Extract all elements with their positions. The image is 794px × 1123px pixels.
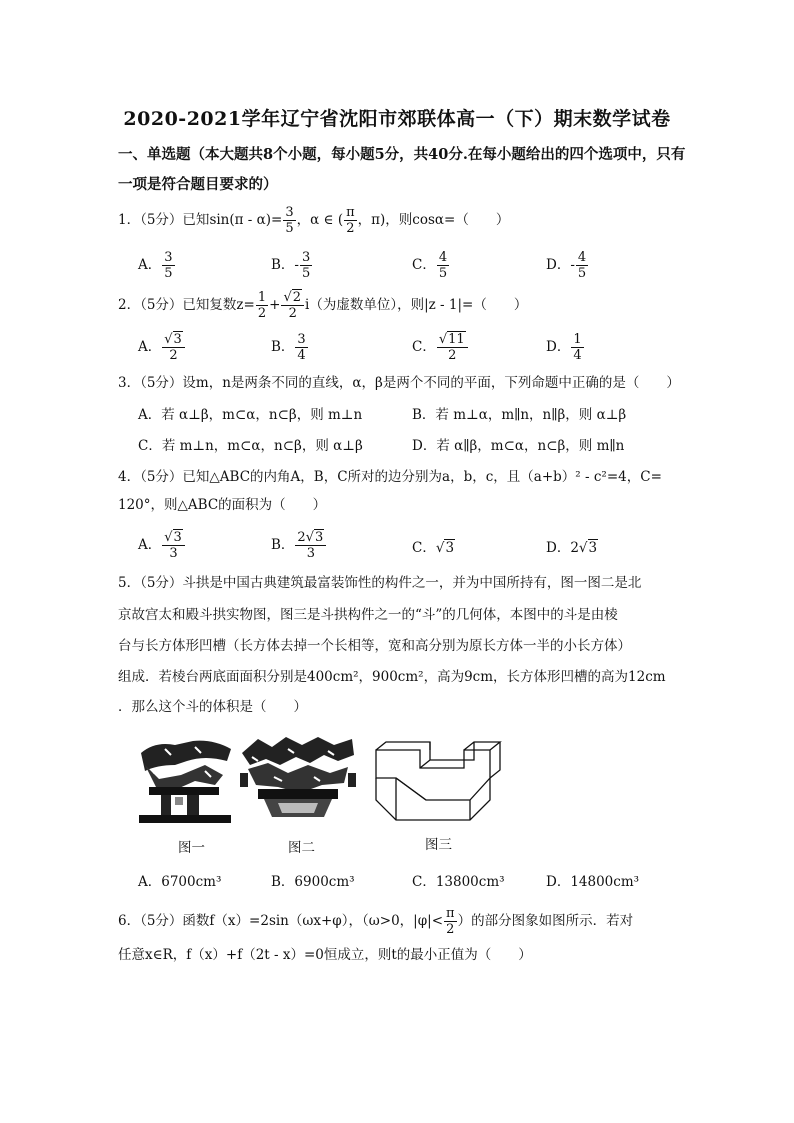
question-5-line4: 组成．若棱台两底面面积分别是400cm²，900cm²，高为9cm，长方体形凹槽的高为12cm [118,669,666,685]
q1-expr: sin(π - α)= [209,212,283,228]
question-5-line5: ．那么这个斗的体积是（ ） [118,699,307,715]
q2-option-d: D． $\frac{1}{4}$ [546,332,582,363]
question-1-stem [118,205,688,236]
question-3-stem: 3．（5分）设m，n是两条不同的直线，α，β是两个不同的平面，下列命题中正确的是（ ） [118,375,680,391]
q1-option-c: C． $\frac{4}{5}$ [412,250,448,281]
q1-option-d: D．- $\frac{4}{5}$ [546,250,587,281]
question-2-stem: 2．（5分）已知复数z= $\frac{1}{2}$ + $\frac{√2}{2}$ i（为虚数单位），则|z - 1|=（ ） [118,290,528,321]
question-6-line1: 6．（5分）函数f（x）=2sin（ωx+φ），（ω>0，|φ|< $\frac{\pi}{2}$ ）的部分图象如图所示．若对 [118,906,634,937]
q2-option-b: B． $\frac{3}{4}$ [271,332,306,363]
q1-fraction: $\frac{3}{5}$ [285,205,294,236]
q3-option-a: A．若 α⊥β，m⊂α，n⊂β，则 m⊥n [138,407,363,423]
q1-mid: ，α ∈ ( [296,212,344,228]
q5-option-d: D．14800cm³ [546,874,640,890]
q1-option-a: A． $\frac{3}{5}$ [138,250,173,281]
q4-option-d: D．2√3 [546,540,598,556]
q5-option-b: B．6900cm³ [271,874,355,890]
q5-option-a: A．6700cm³ [138,874,222,890]
q3-option-d: D．若 α∥β，m⊂α，n⊂β，则 m∥n [412,438,625,454]
q5-option-c: C．13800cm³ [412,874,505,890]
section-header-line2: 一项是符合题目要求的） [118,176,278,193]
figure-3-dou-solid [370,738,510,828]
q4-option-c: C．√3 [412,540,455,556]
question-4-line1: 4．（5分）已知△ABC的内角A，B，C所对的边分别为a，b，c，且（a+b）² - c²=4，C= [118,469,662,485]
q3-option-c: C．若 m⊥n，m⊂α，n⊂β，则 α⊥β [138,438,363,454]
question-5-line3: 台与长方体形凹槽（长方体去掉一个长相等，宽和高分别为原长方体一半的小长方体） [118,638,631,654]
question-6-line2: 任意x∈R，f（x）+f（2t - x）=0恒成立，则t的最小正值为（ ） [118,947,532,963]
figure-1-dougong-photo [135,735,235,825]
question-5-line2: 京故宫太和殿斗拱实物图，图三是斗拱构件之一的“斗”的几何体，本图中的斗是由棱 [118,607,618,623]
section-header-line1: 一、单选题（本大题共8个小题，每小题5分，共40分.在每小题给出的四个选项中，只有 [118,146,686,163]
q1-tail: ，π)，则cosα=（ ） [357,212,510,228]
q1-option-b: B．- $\frac{3}{5}$ [271,250,311,281]
q3-option-b: B．若 m⊥α，m∥n，n∥β，则 α⊥β [412,407,627,423]
q4-option-a: A． $\frac{√3}{3}$ [138,530,186,561]
page-title: 2020-2021学年辽宁省沈阳市郊联体高一（下）期末数学试卷 [123,108,671,130]
question-4-line2: 120°，则△ABC的面积为（ ） [118,497,327,513]
q4-option-b: B． $\frac{2√3}{3}$ [271,530,327,561]
question-5-line1: 5．（5分）斗拱是中国古典建筑最富装饰性的构件之一，并为中国所持有，图一图二是北 [118,575,642,591]
figure-1-caption: 图一 [178,840,205,856]
q2-option-a: A． $\frac{√3}{2}$ [138,332,186,363]
q1-prefix: 1．（5分）已知 [118,212,210,228]
q2-option-c: C． $\frac{√11}{2}$ [412,332,469,363]
figure-2-dougong-photo [238,733,358,828]
figure-3-caption: 图三 [425,837,452,853]
q1-pi-fraction: $\frac{\pi}{2}$ [346,205,355,236]
figure-2-caption: 图二 [288,840,315,856]
